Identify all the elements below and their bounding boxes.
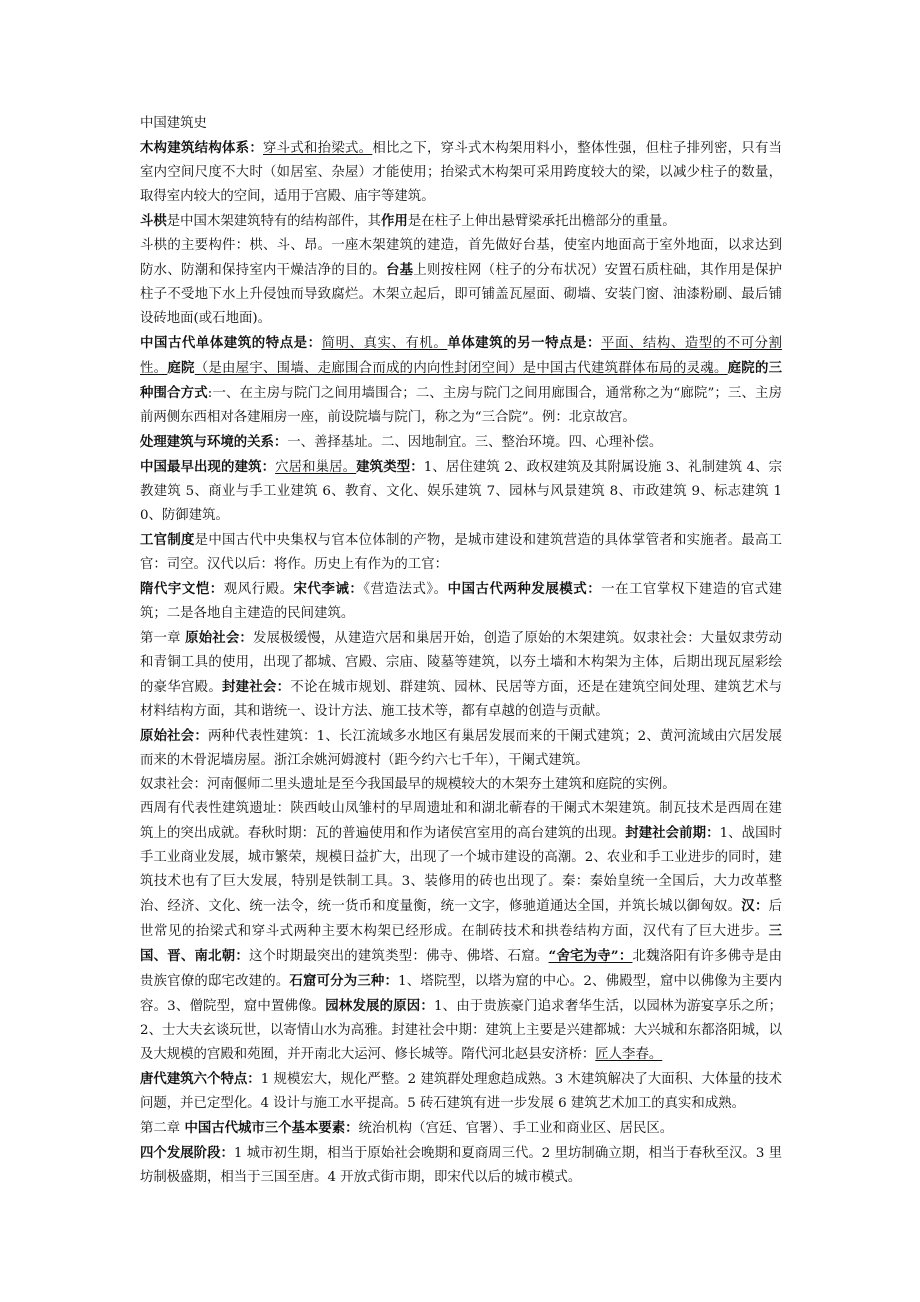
bold-term: 单体建筑的另一特点是： (447, 335, 602, 351)
paragraph (140, 1141, 782, 1190)
bold-term: 原始社会： (140, 728, 208, 744)
bold-term: 建筑类型： (356, 459, 424, 475)
text-run: 这个时期最突出的建筑类型：佛寺、佛塔、石窟。 (248, 949, 549, 964)
document-page (140, 112, 782, 1190)
text-run: 北魏洛阳有许多佛寺是由贵族官僚的邸宅改建的。 (140, 949, 783, 989)
paragraph (140, 430, 782, 455)
text-run: 一在工官掌权下建造的官式建筑；二是各地自主建造的民间建筑。 (140, 582, 783, 621)
text-run: 1、战国时手工业商业发展，城市繁荣，规模日益扩大，出现了一个城市建设的高潮。2、农业和手工业进步的同时，建筑技术也有了巨大发展，特别是铁制工具。3、装修用的砖也出现了。秦：秦始皇统一全国后，大力改革整治、经济、文化、统一法令，统一货币和度量衡，统一文字，修驰道通达全国，并筑长城以御匈奴。 (140, 826, 783, 914)
paragraph (140, 528, 782, 577)
bold-term: 庭院的三种围合方式 (140, 360, 783, 401)
underlined-text: 平面、结构、造型的不可分割性。 (140, 336, 783, 376)
bold-term: 庭院 (167, 360, 195, 376)
text-run: 1 城市初生期，相当于原始社会晚期和夏商周三代。2 里坊制确立期，相当于春秋至汉。3 里坊制极盛期，相当于三国至唐。4 开放式街市期，即宋代以后的城市模式。 (140, 1146, 783, 1185)
bold-term: 封建社会： (222, 679, 291, 695)
text-run: 发展极缓慢，从建造穴居和巢居开始，创造了原始的木架建筑。奴隶社会：大量奴隶劳动和青铜工具的使用，出现了都城、宫殿、宗庙、陵墓等建筑，以夯土墙和木构架为主体，后期出现瓦屋彩绘的豪华宫殿。 (140, 631, 783, 695)
text-run: 是中国木架建筑特有的结构部件，其 (166, 214, 382, 229)
text-run: 一、善择基址。二、因地制宜。三、整治环境。四、心理补偿。 (287, 435, 663, 450)
text-run: 上则按柱网（柱子的分布状况）安置石质柱础，其作用是保护柱子不受地下水上升侵蚀而导致腐烂。木架立起后，即可铺盖瓦屋面、砌墙、安装门窗、油漆粉刷、最后铺设砖地面(或石地面)。 (140, 263, 783, 326)
paragraph (140, 1116, 782, 1141)
text-run: 《营造法式》。 (363, 582, 448, 597)
text-run: 统治机构（宫廷、官署）、手工业和商业区、居民区。 (358, 1121, 674, 1136)
text-run: 两种代表性建筑：1、长江流域多水地区有巢居发展而来的干阑式建筑；2、黄河流域由穴居发展而来的木骨泥墙房屋。浙江余姚河姆渡村（距今约六七千年），干阑式建筑。 (140, 729, 782, 768)
bold-term: 中国古代单体建筑的特点是： (140, 335, 322, 351)
bold-term: 宋代李诫： (293, 581, 364, 597)
bold-term: 三国、晋、南北朝： (140, 923, 782, 964)
bold-term: 园林发展的原因： (325, 998, 434, 1014)
bold-term: 中国古代城市三个基本要素： (184, 1120, 359, 1136)
paragraph (140, 234, 782, 331)
text-run: 观风行殿。 (223, 582, 294, 597)
paragraph (140, 1067, 782, 1116)
text-run: 1、由于贵族豪门追求奢华生活，以园林为游宴享乐之所；2、士大夫玄谈玩世，以寄情山水为高雅。封建社会中期：建筑上主要是兴建都城：大兴城和东都洛阳城，以及大规模的宫殿和苑囿，并开南北大运河、修长城等。隋代河北赵县安济桥： (140, 999, 782, 1062)
paragraph (140, 331, 782, 430)
paragraph (140, 209, 782, 234)
paragraph (140, 577, 782, 626)
paragraph (140, 773, 782, 797)
paragraph (140, 455, 782, 528)
text-run: 第二章 (140, 1121, 185, 1136)
text-run: 相比之下，穿斗式木构架用料小，整体性强，但柱子排列密，只有当室内空间尺度不大时（如居室、杂屋）才能使用；抬梁式木构架可采用跨度较大的梁，以减少柱子的数量，取得室内较大的空间，适用于宫殿、庙宇等建筑。 (140, 141, 783, 204)
underlined-text: 穿斗式和抬梁式。 (263, 141, 373, 156)
bold-term: 中国古代两种发展模式： (447, 581, 602, 597)
bold-term: 工官制度 (140, 532, 195, 548)
text-run: 斗栱的主要构件：栱、斗、昂。一座木架建筑的建造，首先做好台基，使室内地面高于室外地面，以求达到防水、防潮和保持室内干燥洁净的目的。 (140, 238, 782, 278)
bold-term: 木构建筑结构体系： (140, 140, 263, 156)
text-run: 是中国古代中央集权与官本位体制的产物，是城市建设和建筑营造的具体掌管者和实施者。最高工官：司空。汉代以后：将作。历史上有作为的工官： (140, 533, 783, 572)
bold-term: 封建社会前期： (625, 825, 720, 841)
underlined-text: 穴居和巢居。 (275, 460, 357, 475)
paragraph (140, 724, 782, 773)
document-title: 中国建筑史 (140, 116, 207, 131)
bold-term: 中国最早出现的建筑： (140, 459, 276, 475)
bold-term: 隋代宇文恺： (140, 581, 224, 597)
text-run: 是在柱子上伸出悬臂梁承托出檐部分的重量。 (407, 214, 676, 229)
text-run: 1 规模宏大，规化严整。2 建筑群处理愈趋成熟。3 木建筑解决了大面积、大体量的技术问题，并已定型化。4 设计与施工水平提高。5 砖石建筑有进一步发展 6 建筑艺术加工的真实和成熟。 (140, 1072, 783, 1111)
text-run: 不论在城市规划、群建筑、园林、民居等方面，还是在建筑空间处理、建筑艺术与材料结构方面，其和谐统一、设计方法、施工技术等，都有卓越的创造与贡献。 (140, 680, 783, 719)
bold-term: 作用 (381, 213, 408, 229)
paragraph (140, 626, 782, 724)
text-run: 第一章 (140, 631, 186, 646)
bold-term: 石窟可分为三种： (289, 973, 399, 989)
text-run: 后世常见的抬梁式和穿斗式两种主要木构架已经形成。在制砖技术和拱卷结构方面，汉代有了巨大进步。 (140, 899, 783, 939)
text-run: :一、在主房与院门之间用墙围合；二、主房与院门之间用廊围合，通常称之为“廊院”；三、主房前两侧东西相对各建厢房一座，前设院墙与院门，称之为“三合院”。例：北京故宫。 (140, 386, 783, 425)
bold-term: 唐代建筑六个特点： (140, 1071, 261, 1087)
underlined-text: 匠人李春。 (595, 1047, 663, 1062)
bold-term: 原始社会： (185, 630, 253, 646)
bold-term: 斗栱 (140, 213, 167, 229)
bold-term: 汉： (741, 898, 769, 914)
underlined-text: 简明、真实、有机。 (321, 336, 448, 351)
bold-term: “舍宅为寺”： (548, 948, 633, 964)
bold-term: 四个发展阶段： (140, 1145, 234, 1161)
text-run: 奴隶社会：河南偃师二里头遗址是至今我国最早的规模较大的木架夯土建筑和庭院的实例。 (140, 777, 676, 792)
underlined-text: （是由屋宇、围墙、走廊围合而成的内向性封闭空间）是中国古代建筑群体布局的灵魂。 (194, 361, 728, 376)
paragraph (140, 136, 782, 209)
text-run: 1、居住建筑 2、政权建筑及其附属设施 3、礼制建筑 4、宗教建筑 5、商业与手工业建筑 6、教育、文化、娱乐建筑 7、园林与风景建筑 8、市政建筑 9、标志建筑 10、防御建筑。 (140, 460, 783, 523)
bold-term: 台基 (385, 262, 414, 278)
bold-term: 处理建筑与环境的关系： (140, 434, 288, 450)
text-run: 1、塔院型，以塔为窟的中心。2、佛殿型，窟中以佛像为主要内容。3、僧院型，窟中置佛像。 (140, 974, 782, 1014)
paragraph (140, 797, 782, 1067)
text-run: 西周有代表性建筑遗址：陕西岐山凤雏村的早周遗址和和湖北蕲春的干阑式木架建筑。制瓦技术是西周在建筑上的突出成就。春秋时期：瓦的普遍使用和作为诸侯宫室用的高台建筑的出现。 (140, 801, 782, 841)
document-body (140, 136, 782, 1190)
